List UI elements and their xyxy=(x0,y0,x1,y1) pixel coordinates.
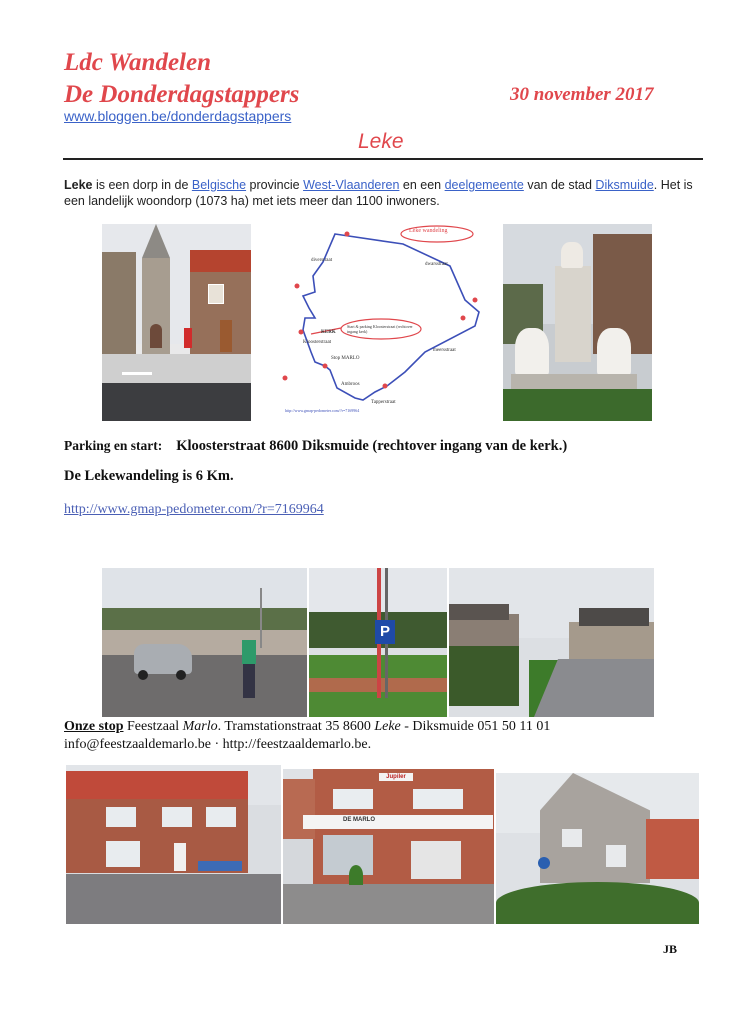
stop-line xyxy=(64,719,550,735)
link-city[interactable]: Diksmuide xyxy=(595,178,654,192)
map-stop-label: Stop MARLO xyxy=(331,356,360,361)
cafe-name-sign: DE MARLO xyxy=(343,817,375,823)
intro-paragraph xyxy=(64,177,704,209)
link-province[interactable]: West-Vlaanderen xyxy=(303,178,400,192)
feestzaal-photo xyxy=(66,765,281,924)
parking-sign-text: P xyxy=(379,623,390,640)
link-deelgemeente[interactable]: deelgemeente xyxy=(444,178,524,192)
stop-label: Onze stop xyxy=(64,719,124,734)
route-map xyxy=(275,222,483,422)
link-belgian[interactable]: Belgische xyxy=(191,178,247,192)
map-start-note: Start & parking Kloosterstraat (rechtover ingang kerk) xyxy=(347,324,413,334)
walk-distance: De Lekewandeling is 6 Km. xyxy=(64,468,234,484)
route-link[interactable]: http://www.gmap-pedometer.com/?r=7169964 xyxy=(64,502,324,517)
parking-sign-photo xyxy=(309,568,447,717)
monument-photo xyxy=(503,224,652,421)
map-street-2: dwarsstraat xyxy=(425,262,448,267)
cafe-marlo-photo xyxy=(283,769,494,924)
map-street-4: meersstraat xyxy=(433,348,456,353)
cafe-top-sign: Jupiler xyxy=(379,773,413,781)
parking-sign xyxy=(375,620,395,644)
parking-label: Parking en start: xyxy=(64,438,163,453)
intro-text-1: is een dorp in de xyxy=(92,178,192,192)
parking-start-line xyxy=(64,438,567,455)
stop-contact[interactable]: info@feestzaaldemarlo.be · http://feestzaaldemarlo.be. xyxy=(64,737,372,752)
map-street-6: Tapperstraat xyxy=(371,400,396,405)
stop-address-b: - Diksmuide 051 50 11 01 xyxy=(400,719,551,734)
stop-address-a: . Tramstationstraat 35 8600 xyxy=(217,719,375,734)
stop-venue: Marlo xyxy=(182,719,218,734)
map-title: Leke wandeling xyxy=(409,228,448,234)
group-name: De Donderdagstappers xyxy=(64,81,300,108)
parking-value: Kloosterstraat 8600 Diksmuide (rechtover ingang van de kerk.) xyxy=(176,438,568,454)
blog-link[interactable]: www.bloggen.be/donderdagstappers xyxy=(64,108,292,124)
parking-lot-photo xyxy=(102,568,307,717)
intro-text-4: van de stad xyxy=(523,178,596,192)
intro-text-2: provincie xyxy=(246,178,304,192)
route-map-svg xyxy=(275,222,483,422)
route-markers xyxy=(283,232,478,389)
map-street-1: diverstraat xyxy=(311,258,333,263)
stop-prefix: Feestzaal xyxy=(123,719,183,734)
church-photo xyxy=(102,224,251,421)
map-kerk-label: KERK xyxy=(321,330,336,335)
corner-house-photo xyxy=(496,773,699,924)
map-street-3: Kloosterstraat xyxy=(303,340,332,345)
map-footer-url: http://www.gmap-pedometer.com/?r=7169964 xyxy=(285,408,360,413)
header-divider xyxy=(63,158,703,160)
page-title: Leke xyxy=(358,130,404,153)
author-initials: JB xyxy=(663,942,678,956)
club-name: Ldc Wandelen xyxy=(64,49,211,76)
stop-town: Leke xyxy=(374,719,401,734)
intro-text-3: en een xyxy=(399,178,445,192)
street-photo xyxy=(449,568,654,717)
date: 30 november 2017 xyxy=(510,84,654,105)
map-street-5: Ambroos xyxy=(341,382,360,387)
intro-text-5: . Het is een landelijk woondorp (1073 ha) met iets meer dan 1100 inwoners. xyxy=(64,178,693,208)
intro-place: Leke xyxy=(64,178,93,192)
